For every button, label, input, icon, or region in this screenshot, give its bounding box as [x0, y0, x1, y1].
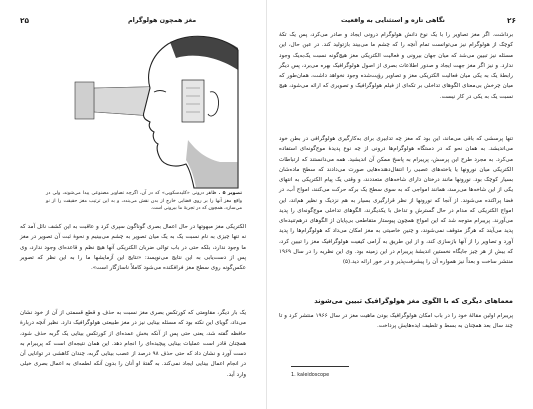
left-page — [0, 0, 266, 409]
page-number: ۲۶ — [507, 16, 517, 25]
projected-image — [75, 82, 94, 119]
running-title: مغز همچون هولوگرام — [128, 16, 197, 24]
running-title: نگاهی تازه و استثنایی به واقعیت — [341, 16, 445, 24]
figure-caption — [46, 190, 242, 213]
footnote-rule — [291, 366, 349, 367]
section-heading: معماهای دیگری که با الگوی مغز هولوگرافیک تبیین می‌شوند — [314, 297, 513, 305]
right-page — [267, 0, 533, 409]
brain-image — [182, 80, 204, 122]
paragraph: الکتریکی مغز مبهوتها در حال اعمال بصری گوناگون سپری کرد و عاقبت به این کشف نائل آمد که نه تنها چیزی به نام نسبت یک به یک میان تصویر به چشم می‌بینیم و نحوهٔ ثبت آن تصویر در مغز ما وجود ندارد، بلکه حتی در باب توالی ضربان الکتریکی آنها هیچ نظم و قاعده‌ای وجود ندارد، وی پس از دست‌یابی به این نتایج می‌نویسد: «نتایج این آزمایشها ما را به این نظر که تصویر عکس‌گونه روی سطح مغز فرافکنده می‌شود کاملاً ناسازگار است». — [20, 224, 246, 271]
head-projection-figure — [20, 30, 246, 190]
section-paragraph: پریبرام اولین مقالهٔ خود را در باب امکان هولوگرافیک بودن ماهیت مغز در سال ۱۹۶۶ منتشر کرد و تا چند سال بعد همچنان به بسط و تلطیف ایده‌هایش پرداخت. — [279, 313, 513, 330]
footnote: 1. kaleidoscope — [291, 372, 330, 378]
paragraph: برداشت. اگر مغز تصاویر را با یک نوع دانش هولوگرام درونی ایجاد و صادر می‌کرد، پس یک تکهٔ کوچک از هولوگرام نیز می‌توانست تمام آنچه را که چشم ما می‌بیند بازتولید کند. در عین حال، این مسئله نیز تبیین می‌شد که میان جهان بیرونی و فعالیت الکتریکی مغز هیچ‌گونه نسبت یک‌به‌یک وجود ندارد. و نیز اگر مغز جهت ایجاد و صدور اطلاعات بصری از اصول هولوگرافیک بهره می‌برد، پس دیگر رابطهٔ یک به یکی میان فعالیت الکتریکی مغز و تصاویر رؤیت‌شده وجود نخواهد داشت، همان‌طور که میان چرخش بی‌معنای الگوهای تداخلی بر تکه‌ای از فیلم هولوگرافیک و تصویری که ارائه می‌شود، هیچ نسبت یک به یکی در کار نیست. — [279, 32, 513, 100]
page-number: ۲۵ — [20, 16, 30, 25]
paragraph: یک بار دیگر، مقاومتی که کورتکس بصری مغز نسبت به حذف و قطع قسمتی از آن از خود نشان می‌داد، گویای این نکته بود که مسئله بینایی نیز در مغز طبیعتی هولوگرافیک دارد. نظیر آنچه دربارهٔ حافظه گفته شد، یعنی حتی پس از آنکه بخش عمده‌ای از کورتکس بینایی یک گربه حذف شود، همچنان قادر است عملیات بینایی پیچیده‌ای را انجام دهد. این همان نتیجه‌ای است که پریبرام به دست آورد و نشان داد که حتی حذف ۹۸ درصد از عصب بینایی گربه، چندان کاهشی در توانایی آن در انجام اعمال بینایی ایجاد نمی‌کند. به گفتهٔ او آنان را بدون آنکه لطمه‌ای به اعمال بصری خیلی وارد آید. — [20, 310, 246, 378]
caption-label: تصویر ۵ . — [218, 191, 242, 196]
paragraph: تنها پرسشی که باقی می‌ماند، این بود که مغز چه تدابیری برای به‌کارگیری هولوگرافی در بطن خود می‌اندیشد. به همان نحو که در دستگاه هولوگرام‌ها درونی از چه نوع پدیدهٔ موج‌گونه‌ای استفاده می‌کرد. به مجرد طرح این پرسش، پریبرام به پاسخ ممکن آن اندیشید. همه می‌دانستند که ارتباطات الکتریکی میان نورونها یا یاخته‌های عصبی را انتقال‌دهنده‌هایی صورت می‌دادند که سطح ماده‌شان بسیار کوچک بود. نورونها مانند درختان دارای شاخه‌های متعددند، و وقتی یک پیام الکتریکی به انتهای یکی از این شاخه‌ها می‌رسد، همانند امواجی که به سوی سطح یک برکه حرکت می‌کنند، امواج آب، در فضا پراکنده می‌شوند. از آنجا که نورونها از نظر قرارگیری بسیار به هم نزدیک و نظیر هم‌اند، این امواج الکتریکی که مدام در حال گسترش و تداخل با یکدیگرند، الگوهای تداخلی موج‌گونه‌ای را پدید می‌آورند. پریبرام متوجه شد که این امواج همچون پیوستار متقاطعی بی‌پایان از الگوهای درهم‌تنیده‌ای پدید می‌آیند که هرگز متوقف نمی‌شوند، و چنین خاصیتی به مغز امکان می‌داد که هولوگرام‌ها را پدید آورد و تصاویر را از آنها بازسازی کند، و از این طریق به آرامی کیفیت هولوگرافیک مغز را تبیین کرد، که بیش از هر چیز جایگاه نخستین اندیشهٔ پریبرام در این زمینه بود. وی این نظریه را در سال ۱۹۶۹ منتشر ساخت و بعداً نیز همواره آن را پیشرفت‌پذیر و در خور ارائه دید.(۵) — [279, 136, 513, 265]
caption-text: ظاهر درونی «کلیدسکوپی» که در آن، اگرچه تصاویر مصنوعی پیدا می‌شوند، ولی در واقع مغز آنها را بر روی فضایی خارج از بدن نقش می‌بندد، و به این ترتیب مغز حقیقت را از نو می‌سازد، همچون که در تجربهٔ ما بیرونی است. — [46, 191, 242, 212]
